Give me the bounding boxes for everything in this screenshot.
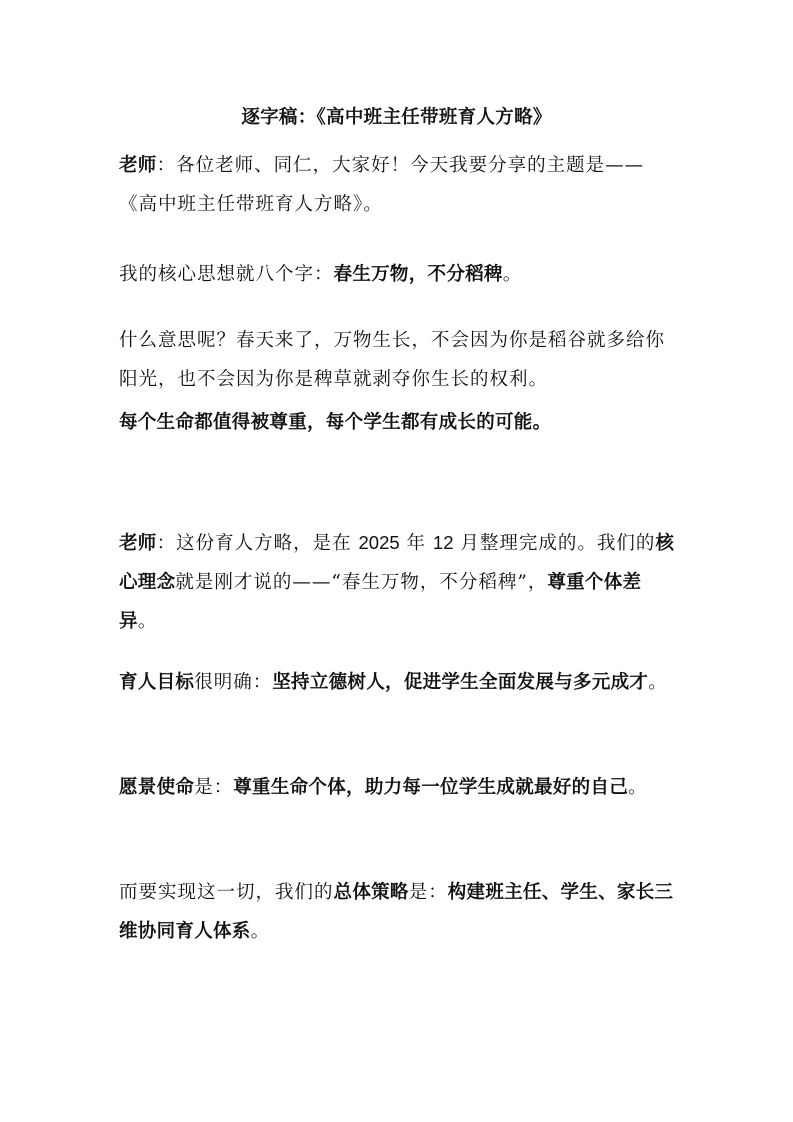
emphasis-text: 构建班主任、学生、家长三维协同育人体系 bbox=[119, 882, 674, 942]
emphasis-text: 核心理念 bbox=[119, 533, 675, 593]
paragraph-text: 。 bbox=[502, 264, 523, 285]
emphasis-text: 尊重生命个体，助力每一位学生成就最好的自己 bbox=[233, 777, 629, 798]
paragraph-text: 是： bbox=[194, 777, 234, 798]
paragraph-text: 而要实现这一切，我们的 bbox=[119, 882, 334, 903]
emphasis-text: 尊重个体差异 bbox=[119, 572, 642, 632]
paragraph-text: 很明确： bbox=[194, 672, 273, 693]
paragraph-text: 就是刚才说的——“春生万物，不分稻稗”， bbox=[175, 572, 548, 593]
paragraph-text: ：这份育人方略，是在 bbox=[156, 533, 359, 554]
month-value: 12 bbox=[432, 532, 454, 553]
paragraph-vision bbox=[119, 768, 679, 807]
document-title: 逐字稿：《高中班主任带班育人方略》 bbox=[241, 107, 552, 128]
emphasis-text: 愿景使命 bbox=[119, 777, 195, 798]
paragraph-core-idea bbox=[119, 255, 679, 294]
paragraph-philosophy bbox=[119, 523, 679, 641]
paragraph-text: 什么意思呢？春天来了，万物生长，不会因为你是稻谷就多给你阳光，也不会因为你是稗草就剥夺你生长的权利。 bbox=[119, 330, 666, 390]
paragraph-text: 。 bbox=[250, 921, 271, 942]
paragraph-text: 。 bbox=[137, 611, 158, 632]
paragraph-text: 我的核心思想就八个字： bbox=[119, 264, 334, 285]
year-value: 2025 bbox=[358, 532, 400, 553]
emphasis-text: 春生万物，不分稻稗 bbox=[333, 264, 503, 285]
paragraph-text: 。 bbox=[648, 672, 668, 693]
paragraph-text: 月整理完成的。我们的 bbox=[453, 533, 656, 554]
paragraph-goal bbox=[119, 663, 679, 702]
emphasis-text: 坚持立德树人，促进学生全面发展与多元成才 bbox=[272, 672, 649, 693]
paragraph-greeting bbox=[119, 146, 679, 224]
speaker-label: 老师 bbox=[119, 533, 157, 554]
paragraph-text: 年 bbox=[399, 533, 433, 554]
emphasis-text: 育人目标 bbox=[119, 672, 195, 693]
paragraph-text: 。 bbox=[628, 777, 648, 798]
paragraph-meaning bbox=[119, 321, 679, 399]
speaker-label: 老师 bbox=[119, 155, 157, 176]
emphasis-text: 每个生命都值得被尊重，每个学生都有成长的可能。 bbox=[119, 412, 552, 433]
paragraph-text: 是： bbox=[408, 882, 448, 903]
emphasis-text: 总体策略 bbox=[333, 882, 409, 903]
paragraph-text: ：各位老师、同仁，大家好！今天我要分享的主题是——《高中班主任带班育人方略》。 bbox=[119, 155, 645, 215]
paragraph-strategy bbox=[119, 873, 679, 951]
paragraph-respect bbox=[119, 403, 679, 442]
